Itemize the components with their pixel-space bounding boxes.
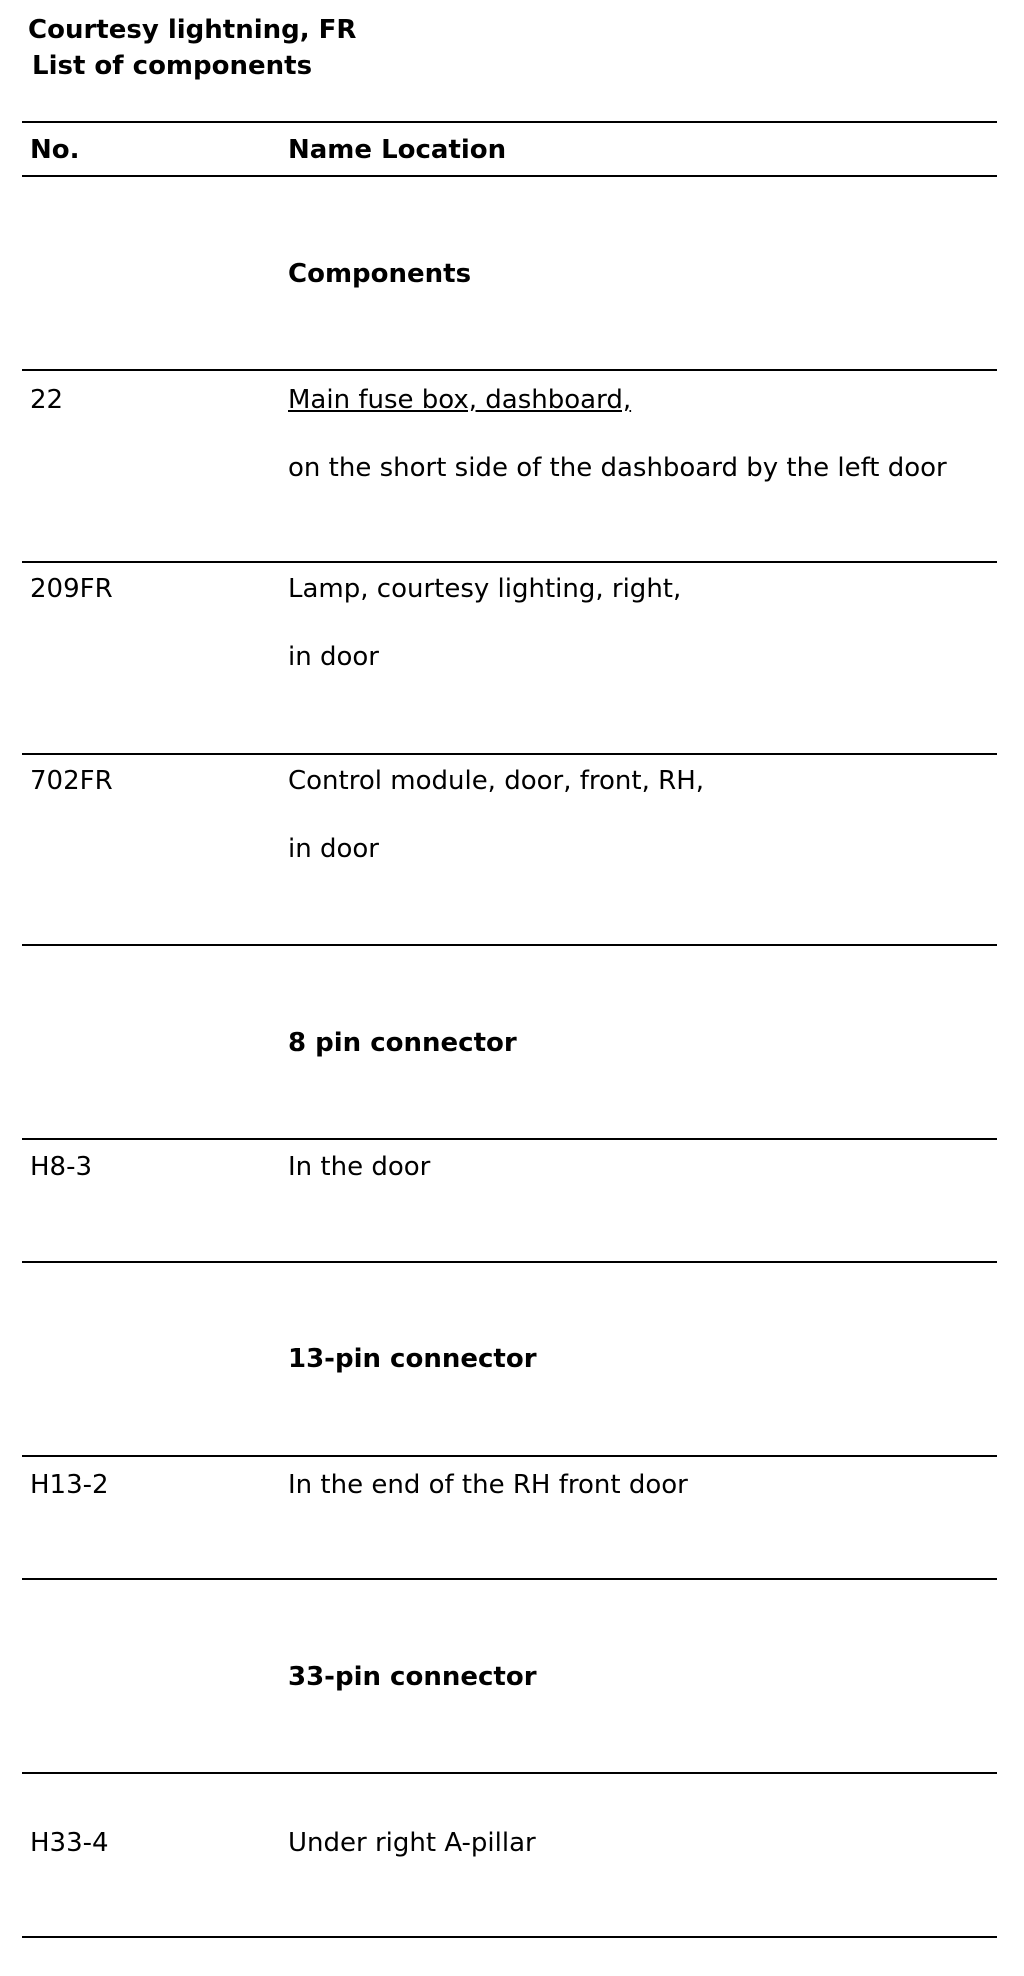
section-heading-13-pin: 13-pin connector (288, 1344, 537, 1374)
row-702fr-location: in door (288, 834, 379, 864)
document-title: Courtesy lightning, FR (28, 15, 357, 45)
row-22-number: 22 (30, 385, 64, 415)
row-702fr-name: Control module, door, front, RH, (288, 766, 705, 796)
row-divider (22, 561, 997, 563)
row-h13-2-location: In the end of the RH front door (288, 1470, 688, 1500)
row-h8-3-number: H8-3 (30, 1152, 93, 1182)
row-702fr-number: 702FR (30, 766, 113, 796)
section-heading-33-pin: 33-pin connector (288, 1662, 537, 1692)
row-h33-4-number: H33-4 (30, 1828, 109, 1858)
row-divider (22, 1138, 997, 1140)
row-209fr-number: 209FR (30, 574, 113, 604)
section-heading-8-pin: 8 pin connector (288, 1028, 517, 1058)
row-h33-4-location: Under right A-pillar (288, 1828, 536, 1858)
row-divider (22, 1455, 997, 1457)
header-no: No. (30, 135, 80, 165)
row-209fr-location: in door (288, 642, 379, 672)
row-h13-2-number: H13-2 (30, 1470, 109, 1500)
row-h8-3-location: In the door (288, 1152, 431, 1182)
section-heading-components: Components (288, 259, 472, 289)
row-22-name-link[interactable]: Main fuse box, dashboard, (288, 385, 632, 415)
row-divider (22, 944, 997, 946)
document-subtitle: List of components (32, 51, 313, 81)
table-top-rule (22, 121, 997, 123)
table-bottom-rule (22, 1936, 997, 1938)
row-divider (22, 1772, 997, 1774)
row-divider (22, 1578, 997, 1580)
row-209fr-name: Lamp, courtesy lighting, right, (288, 574, 682, 604)
row-divider (22, 1261, 997, 1263)
header-name-location: Name Location (288, 135, 507, 165)
header-bottom-rule (22, 175, 997, 177)
row-22-location: on the short side of the dashboard by the left door (288, 453, 947, 483)
row-divider (22, 369, 997, 371)
row-divider (22, 753, 997, 755)
